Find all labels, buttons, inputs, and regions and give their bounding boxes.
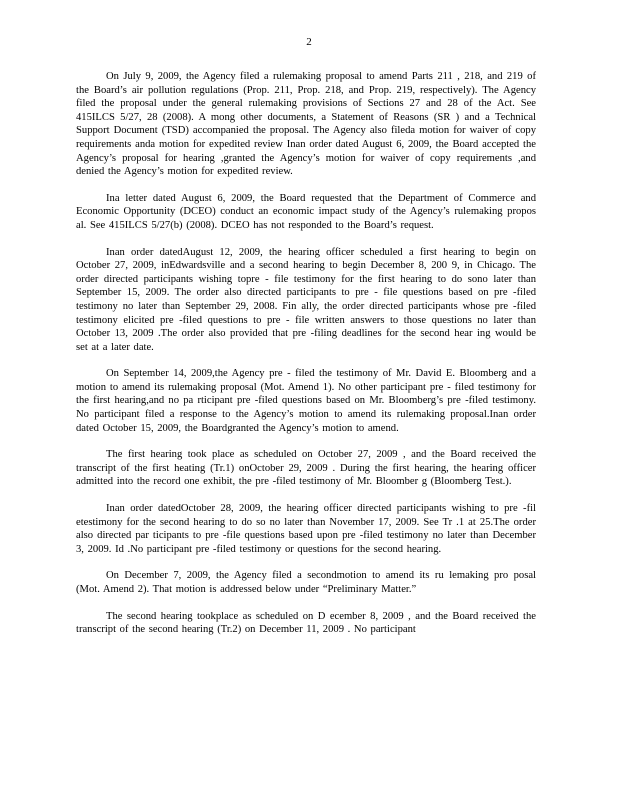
body-text — [76, 70, 536, 650]
paragraph-second-motion: On December 7, 2009, the Agency filed a secondmotion to amend its ru lemaking pro posal (Mot. Amend 2). That motion is addressed below under “Preliminary Matter.” — [76, 570, 536, 595]
paragraph-bloomberg-testimony: On September 14, 2009,the Agency pre - filed the testimony of Mr. David E. Bloomberg and a motion to amend its rulemaking proposal (Mot. Amend 1). No other participant pre - filed testimony for the first hearing,and no pa rticipant pre -filed questions based on Mr. Bloomberg’s pre -filed testimony. No participant filed a response to the Agency’s motion to amend its rulemaking proposal.Inan order dated October 15, 2009, the Boardgranted the Agency’s motion to amend. — [76, 368, 536, 434]
paragraph-second-hearing: The second hearing tookplace as scheduled on D ecember 8, 2009 , and the Board received the transcript of the second hearing (Tr.2) on December 11, 2009 . No participant — [76, 610, 536, 636]
page-number: 2 — [306, 36, 312, 48]
paragraph-agency-proposal: On July 9, 2009, the Agency filed a rulemaking proposal to amend Parts 211 , 218, and 219 of the Board’s air pollution regulations (Prop. 211, Prop. 218, and Prop. 219, respectively). The Agency filed the proposal under the general rulemaking provisions of Sections 27 and 28 of the Act. See 415ILCS 5/27, 28 (2008). A mong other documents, a Statement of Reasons (SR ) and a Technical Support Document (TSD) accompanied the proposal. The Agency also fileda motion for waiver of copy requirements anda motion for expedited review Inan order dated August 6, 2009, the Board accepted the Agency’s proposal for hearing ,granted the Agency’s motion for waiver of copy requirements ,and denied the Agency’s motion for expedited review. — [76, 71, 536, 178]
paragraph-dceo-request: Ina letter dated August 6, 2009, the Board requested that the Department of Commerce and Economic Opportunity (DCEO) conduct an economic impact study of the Agency’s rulemaking propos al. See 415ILCS 5/27(b) (2008). DCEO has not responded to the Board’s request. — [76, 192, 536, 231]
paragraph-hearing-schedule: Inan order datedAugust 12, 2009, the hearing officer scheduled a first hearing to begin on October 27, 2009, inEdwardsville and a second hearing to begin December 8, 200 9, in Chicago. The order directed participants wishing topre - file testimony for the first hearing to do sono later than September 15, 2009. The order also directed participants to pre - file questions based on pre -filed testimony no later than September 29, 2008. Fin ally, the order directed participants whose pre -filed testimony elicited pre -filed questions to pre - file written answers to those questions no later than October 13, 2009 .The order also provided that pre -filing deadlines for the second hear ing would be set at a later date. — [76, 246, 536, 353]
paragraph-second-hearing-order: Inan order datedOctober 28, 2009, the hearing officer directed participants wishing to pre -fil etestimony for the second hearing to do so no later than November 17, 2009. See Tr .1 at 25.The order also directed par ticipants to pre -file questions based upon pre -filed testimony no later than December 3, 2009. Id .No participant pre -filed testimony or questions for the second hearing. — [76, 503, 536, 555]
paragraph-first-hearing: The first hearing took place as scheduled on October 27, 2009 , and the Board received the transcript of the first heating (Tr.1) onOctober 29, 2009 . During the first hearing, the hearing officer admitted into the record one exhibit, the pre -filed testimony of Mr. Bloomber g (Bloomberg Test.). — [76, 449, 536, 488]
